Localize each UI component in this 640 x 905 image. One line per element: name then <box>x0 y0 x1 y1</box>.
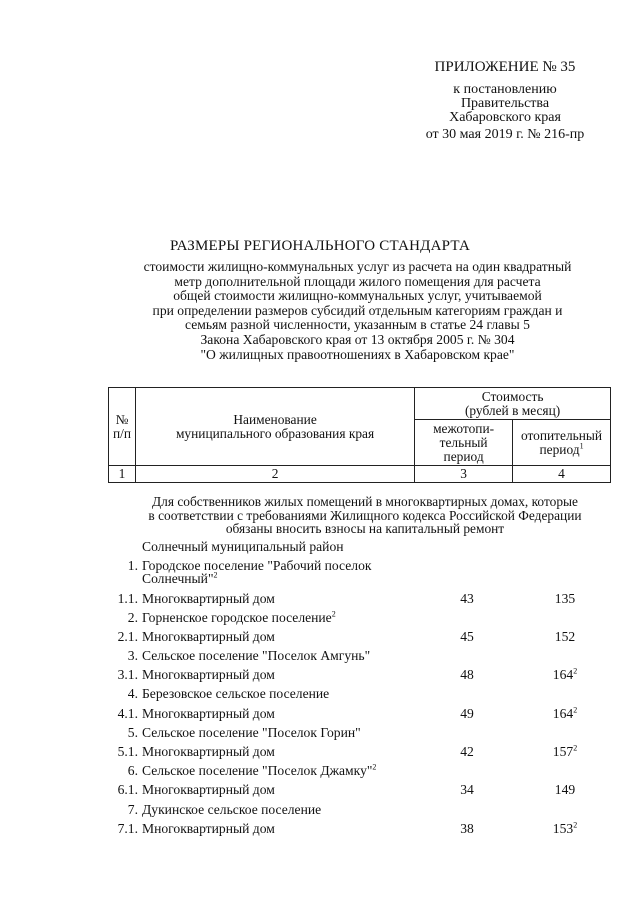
row-value-interheating <box>436 630 498 644</box>
subtitle-line: метр дополнительной площади жилого помещения для расчета <box>174 273 541 289</box>
column-index: 3 <box>415 466 513 483</box>
row-name <box>142 822 412 836</box>
row-num <box>106 726 138 740</box>
row-name <box>142 687 412 701</box>
row-name-text: Многоквартирный дом <box>142 821 275 836</box>
appendix-date: от 30 мая 2019 г. № 216-пр <box>425 127 585 142</box>
row-num-text: 2. <box>127 610 138 625</box>
row-num <box>106 822 138 836</box>
row-num <box>106 764 138 778</box>
row-name-text: Сельское поселение "Поселок Горин" <box>142 725 361 740</box>
row-name <box>142 783 412 797</box>
row-value-interheating <box>436 783 498 797</box>
subtitle-line: семьям разной численности, указанным в статье 24 главы 5 <box>185 317 530 333</box>
table-row <box>0 803 640 821</box>
row-num <box>106 803 138 817</box>
row-value-interheating-text: 45 <box>460 629 474 644</box>
row-name-text: Городское поселение "Рабочий поселок <box>142 558 372 573</box>
row-name <box>142 540 412 554</box>
row-value-heating <box>534 707 596 721</box>
row-name-text: Горненское городское поселение <box>142 610 332 625</box>
row-num <box>106 611 138 625</box>
row-num-text: 6.1. <box>117 782 138 797</box>
row-num-text: 3.1. <box>117 667 138 682</box>
row-num <box>106 592 138 606</box>
table-row <box>0 687 640 705</box>
column-index: 2 <box>135 466 414 483</box>
footnote-mark: 2 <box>331 609 336 619</box>
footnote-mark: 2 <box>372 762 377 772</box>
row-name-text: Многоквартирный дом <box>142 706 275 721</box>
row-name <box>142 745 412 759</box>
appendix-title: ПРИЛОЖЕНИЕ № 35 <box>434 59 576 75</box>
row-value-heating-text: 135 <box>554 591 576 606</box>
subtitle-line: стоимости жилищно-коммунальных услуг из расчета на один квадратный <box>143 259 572 274</box>
row-value-interheating <box>436 822 498 836</box>
header-period-1 <box>415 420 513 466</box>
subtitle-line: "О жилищных правоотношениях в Хабаровском крае" <box>200 346 515 362</box>
row-value-interheating <box>436 745 498 759</box>
table-row <box>0 649 640 667</box>
section-line: Для собственников жилых помещений в многоквартирных домах, которые <box>152 494 578 509</box>
row-name <box>142 649 412 663</box>
subtitle-line: при определении размеров субсидий отдельным категориям граждан и <box>152 302 563 318</box>
footnote-mark: 2 <box>573 705 578 715</box>
row-name <box>142 630 412 644</box>
row-value-interheating <box>436 668 498 682</box>
appendix-line: Хабаровского края <box>449 110 561 125</box>
header-num-line: п/п <box>112 425 131 441</box>
section-line: обязаны вносить взносы на капитальный ремонт <box>225 521 505 537</box>
row-num-text: 7. <box>127 802 138 817</box>
table-row <box>0 630 640 648</box>
table-row <box>0 540 640 558</box>
table-row <box>0 572 640 590</box>
row-value-heating-text: 153 <box>552 821 574 836</box>
row-value-heating <box>534 668 596 682</box>
row-value-interheating-text: 42 <box>460 744 474 759</box>
appendix-line: Правительства <box>460 96 550 111</box>
header-cost-line: (рублей в месяц) <box>464 402 561 418</box>
table-row <box>0 668 640 686</box>
row-name <box>142 572 412 586</box>
row-name-text: Сельское поселение "Поселок Джамку" <box>142 763 373 778</box>
row-num <box>106 707 138 721</box>
row-num <box>106 559 138 573</box>
header-name-line: муниципального образования края <box>175 425 375 441</box>
row-num-text: 1. <box>127 558 138 573</box>
table-header <box>108 387 611 483</box>
row-value-interheating-text: 43 <box>460 591 474 606</box>
row-name <box>142 803 412 817</box>
row-num-text: 6. <box>127 763 138 778</box>
table-row <box>0 764 640 782</box>
row-value-heating <box>534 630 596 644</box>
row-name <box>142 707 412 721</box>
row-num-text: 1.1. <box>117 591 138 606</box>
row-name-text: Многоквартирный дом <box>142 744 275 759</box>
row-num-text: 4. <box>127 686 138 701</box>
footnote-mark: 2 <box>213 570 218 580</box>
row-num <box>106 745 138 759</box>
row-name <box>142 668 412 682</box>
row-num-text: 4.1. <box>117 706 138 721</box>
header-cost-line: Стоимость <box>481 388 544 404</box>
row-value-heating-text: 157 <box>552 744 574 759</box>
header-period-line: тельный <box>439 434 488 450</box>
header-period-line: межотопи- <box>433 420 495 436</box>
header-period-line <box>515 443 608 457</box>
row-name-text: Березовское сельское поселение <box>142 686 330 701</box>
row-value-interheating-text: 38 <box>460 821 474 836</box>
row-value-interheating-text: 34 <box>460 782 474 797</box>
row-num <box>106 668 138 682</box>
row-value-interheating <box>436 707 498 721</box>
row-name-text: Многоквартирный дом <box>142 591 275 606</box>
document-subtitle <box>95 260 620 362</box>
section-heading <box>100 495 630 536</box>
row-name <box>142 592 412 606</box>
header-period-line: период <box>443 448 484 464</box>
row-name <box>142 611 412 625</box>
footnote-mark: 2 <box>573 666 578 676</box>
header-num-line: № <box>115 411 129 427</box>
row-value-interheating <box>436 592 498 606</box>
row-num <box>106 687 138 701</box>
header-period-line: отопительный <box>520 427 603 443</box>
row-value-heating-text: 152 <box>554 629 576 644</box>
row-value-interheating-text: 48 <box>460 667 474 682</box>
table-row <box>0 726 640 744</box>
header-period-text: период <box>539 441 580 457</box>
document-title: РАЗМЕРЫ РЕГИОНАЛЬНОГО СТАНДАРТА <box>169 238 471 254</box>
row-num-text: 7.1. <box>117 821 138 836</box>
header-cost <box>415 388 611 420</box>
row-name <box>142 764 412 778</box>
row-name <box>142 726 412 740</box>
row-name-text: Многоквартирный дом <box>142 629 275 644</box>
subtitle-line: общей стоимости жилищно-коммунальных услуг, учитываемой <box>173 288 542 304</box>
row-name-text: Многоквартирный дом <box>142 667 275 682</box>
header-name-line: Наименование <box>233 411 317 427</box>
row-name-text: Дукинское сельское поселение <box>142 802 322 817</box>
row-value-heating <box>534 783 596 797</box>
table-row <box>0 783 640 801</box>
subtitle-line: Закона Хабаровского края от 13 октября 2005 г. № 304 <box>200 331 515 347</box>
section-line: в соответствии с требованиями Жилищного кодекса Российской Федерации <box>148 507 582 523</box>
appendix-line: к постановлению <box>453 82 557 97</box>
footnote-mark: 1 <box>579 441 584 451</box>
row-num <box>106 783 138 797</box>
header-name <box>135 388 414 466</box>
table-row <box>0 592 640 610</box>
row-num-text: 5. <box>127 725 138 740</box>
row-name-text: Солнечный" <box>142 571 214 586</box>
table-row <box>0 611 640 629</box>
row-name-text: Солнечный муниципальный район <box>142 539 344 554</box>
row-value-heating <box>534 822 596 836</box>
row-value-heating-text: 164 <box>552 667 574 682</box>
row-value-heating <box>534 745 596 759</box>
column-index: 4 <box>513 466 611 483</box>
header-num <box>109 388 136 466</box>
row-value-heating <box>534 592 596 606</box>
header-period-2 <box>513 420 611 466</box>
row-value-heating-text: 164 <box>552 706 574 721</box>
table-row <box>0 822 640 840</box>
row-value-interheating-text: 49 <box>460 706 474 721</box>
footnote-mark: 2 <box>573 820 578 830</box>
table-row <box>0 745 640 763</box>
row-name-text: Многоквартирный дом <box>142 782 275 797</box>
row-num <box>106 630 138 644</box>
row-num <box>106 649 138 663</box>
column-index: 1 <box>109 466 136 483</box>
row-name-text: Сельское поселение "Поселок Амгунь" <box>142 648 371 663</box>
row-num-text: 3. <box>127 648 138 663</box>
row-num-text: 5.1. <box>117 744 138 759</box>
row-num-text: 2.1. <box>117 629 138 644</box>
row-value-heating-text: 149 <box>554 782 576 797</box>
footnote-mark: 2 <box>573 743 578 753</box>
table-row <box>0 707 640 725</box>
